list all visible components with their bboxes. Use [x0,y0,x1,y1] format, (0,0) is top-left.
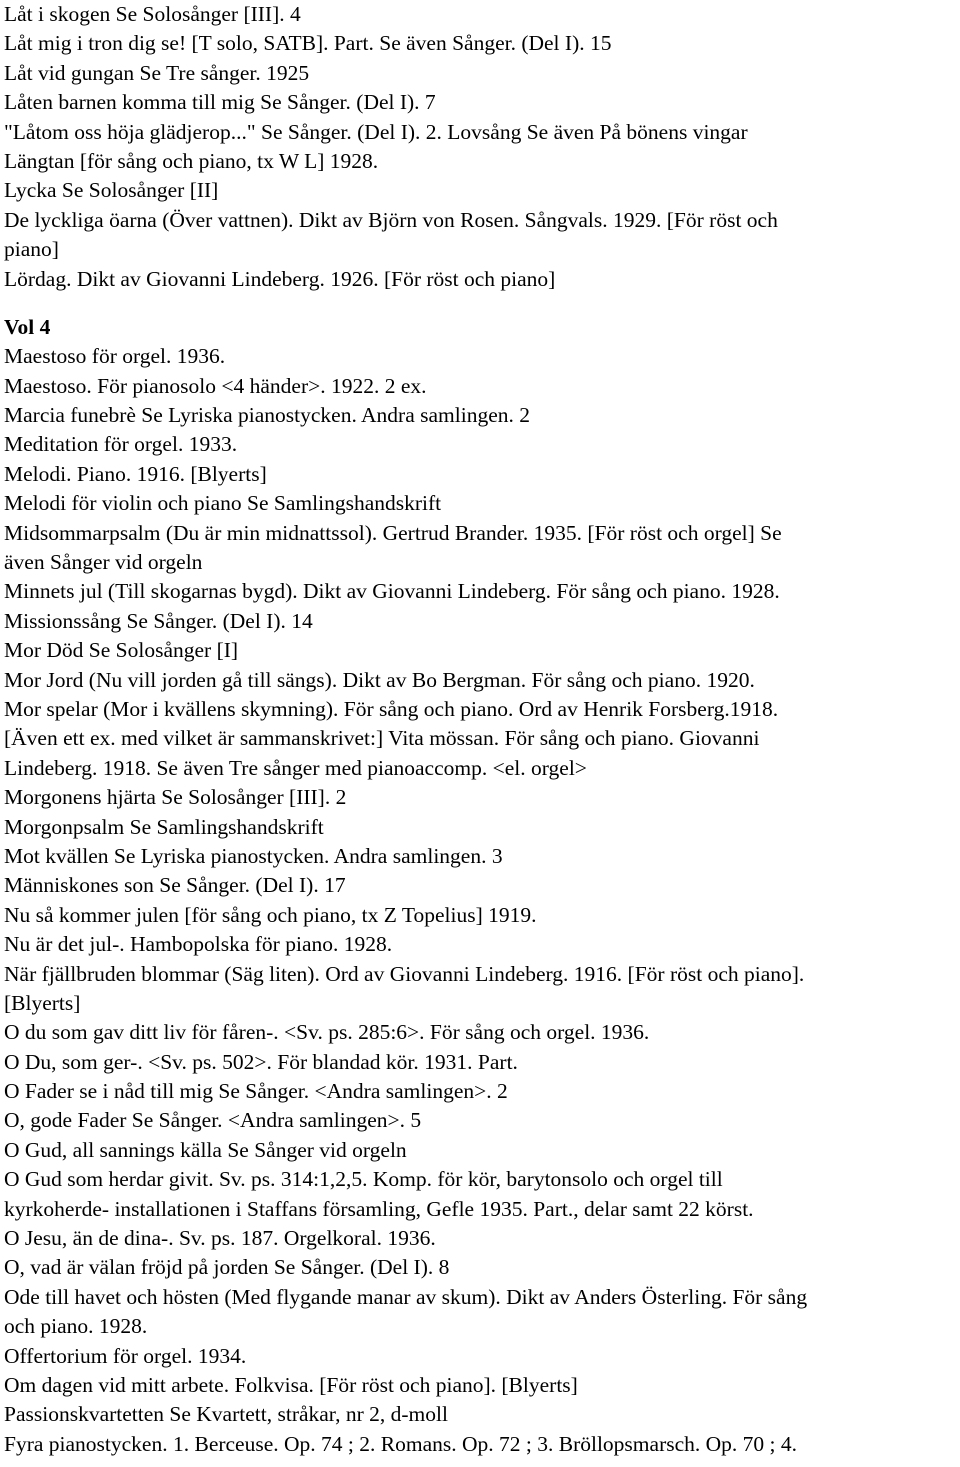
catalog-entry-line: Ode till havet och hösten (Med flygande manar av skum). Dikt av Anders Österling. För sång [4,1284,808,1309]
catalog-entry-line: O, gode Fader Se Sånger. <Andra samlingen>. 5 [4,1108,422,1133]
catalog-entry-line: Lycka Se Solosånger [II] [4,178,219,203]
catalog-entry-line: Mot kvällen Se Lyriska pianostycken. Andra samlingen. 3 [4,843,503,868]
catalog-entry-line: Melodi för violin och piano Se Samlingshandskrift [4,491,442,516]
catalog-entry-line: Meditation för orgel. 1933. [4,432,238,457]
catalog-entry-line: Missionssång Se Sånger. (Del I). 14 [4,608,313,633]
catalog-entry-line: Marcia funebrè Se Lyriska pianostycken. Andra samlingen. 2 [4,403,531,428]
catalog-entry-line: [Även ett ex. med vilket är sammanskrivet:] Vita mössan. För sång och piano. Giovanni [4,726,760,751]
catalog-entry-line: O Jesu, än de dina-. Sv. ps. 187. Orgelkoral. 1936. [4,1226,436,1251]
catalog-entry-line: O Fader se i nåd till mig Se Sånger. <Andra samlingen>. 2 [4,1079,508,1104]
catalog-entry-line: Morgonens hjärta Se Solosånger [III]. 2 [4,785,347,810]
catalog-entry-line: även Sånger vid orgeln [4,550,203,575]
catalog-entry-line: Offertorium för orgel. 1934. [4,1343,247,1368]
catalog-entry-line: O Gud som herdar givit. Sv. ps. 314:1,2,5. Komp. för kör, barytonsolo och orgel till [4,1167,723,1192]
catalog-entry-line: Mor Död Se Solosånger [I] [4,638,239,663]
catalog-entry-line: Mor Jord (Nu vill jorden gå till sängs). Dikt av Bo Bergman. För sång och piano. 1920. [4,667,755,692]
catalog-entry-line: Låten barnen komma till mig Se Sånger. (Del I). 7 [4,90,436,115]
catalog-entry-line: Mor spelar (Mor i kvällens skymning). För sång och piano. Ord av Henrik Forsberg.1918. [4,696,779,721]
catalog-entry-line: Maestoso. För pianosolo <4 händer>. 1922. 2 ex. [4,373,427,398]
catalog-entry-line: Nu så kommer julen [för sång och piano, tx Z Topelius] 1919. [4,902,537,927]
catalog-entry-line: och piano. 1928. [4,1314,148,1339]
catalog-entry-line: Morgonpsalm Se Samlingshandskrift [4,814,324,839]
catalog-entry-line: piano] [4,237,59,262]
catalog-entry-line: Lördag. Dikt av Giovanni Lindeberg. 1926. [För röst och piano] [4,266,556,291]
catalog-entry-line: Låt i skogen Se Solosånger [III]. 4 [4,2,301,26]
catalog-entry-line: Lindeberg. 1918. Se även Tre sånger med pianoaccomp. <el. orgel> [4,755,587,780]
catalog-entry-line: Människones son Se Sånger. (Del I). 17 [4,873,346,898]
entry-list-before [4,0,960,294]
catalog-entry-line: [Blyerts] [4,990,81,1015]
catalog-entry-line: O, vad är välan fröjd på jorden Se Sånger. (Del I). 8 [4,1255,450,1280]
volume-heading: Vol 4 [4,314,51,339]
catalog-entry-line: "Låtom oss höja glädjerop..." Se Sånger. (Del I). 2. Lovsång Se även På bönens vingar [4,119,748,144]
catalog-entry-line: De lyckliga öarna (Över vattnen). Dikt av Björn von Rosen. Sångvals. 1929. [För röst och [4,207,778,232]
catalog-entry-line: kyrkoherde- installationen i Staffans församling, Gefle 1935. Part., delar samt 22 körst. [4,1196,754,1221]
catalog-entry-line: O Gud, all sannings källa Se Sånger vid orgeln [4,1137,407,1162]
catalog-entry-line: Passionskvartetten Se Kvartett, stråkar, nr 2, d-moll [4,1402,448,1427]
catalog-entry-line: Minnets jul (Till skogarnas bygd). Dikt av Giovanni Lindeberg. För sång och piano. 1928. [4,579,780,604]
entry-list-after [4,342,960,1459]
catalog-entry-line: Fyra pianostycken. 1. Berceuse. Op. 74 ; 2. Romans. Op. 72 ; 3. Bröllopsmarsch. Op. 70 ; 4. [4,1431,798,1456]
catalog-entry-line: Melodi. Piano. 1916. [Blyerts] [4,461,267,486]
catalog-entry-line: Låt mig i tron dig se! [T solo, SATB]. Part. Se även Sånger. (Del I). 15 [4,31,612,56]
catalog-entry-line: Maestoso för orgel. 1936. [4,344,226,369]
catalog-entry-line: Längtan [för sång och piano, tx W L] 1928. [4,148,379,173]
catalog-entry-line: Nu är det jul-. Hambopolska för piano. 1928. [4,932,393,957]
catalog-entry-line: Låt vid gungan Se Tre sånger. 1925 [4,60,310,85]
catalog-entry-line: O Du, som ger-. <Sv. ps. 502>. För blandad kör. 1931. Part. [4,1049,518,1074]
catalog-entry-line: Midsommarpsalm (Du är min midnattssol). Gertrud Brander. 1935. [För röst och orgel] Se [4,520,782,545]
catalog-entry-line: O du som gav ditt liv för fåren-. <Sv. ps. 285:6>. För sång och orgel. 1936. [4,1020,650,1045]
catalog-entry-line: Om dagen vid mitt arbete. Folkvisa. [För röst och piano]. [Blyerts] [4,1372,578,1397]
catalog-entry-line: När fjällbruden blommar (Säg liten). Ord av Giovanni Lindeberg. 1916. [För röst och piano]. [4,961,805,986]
